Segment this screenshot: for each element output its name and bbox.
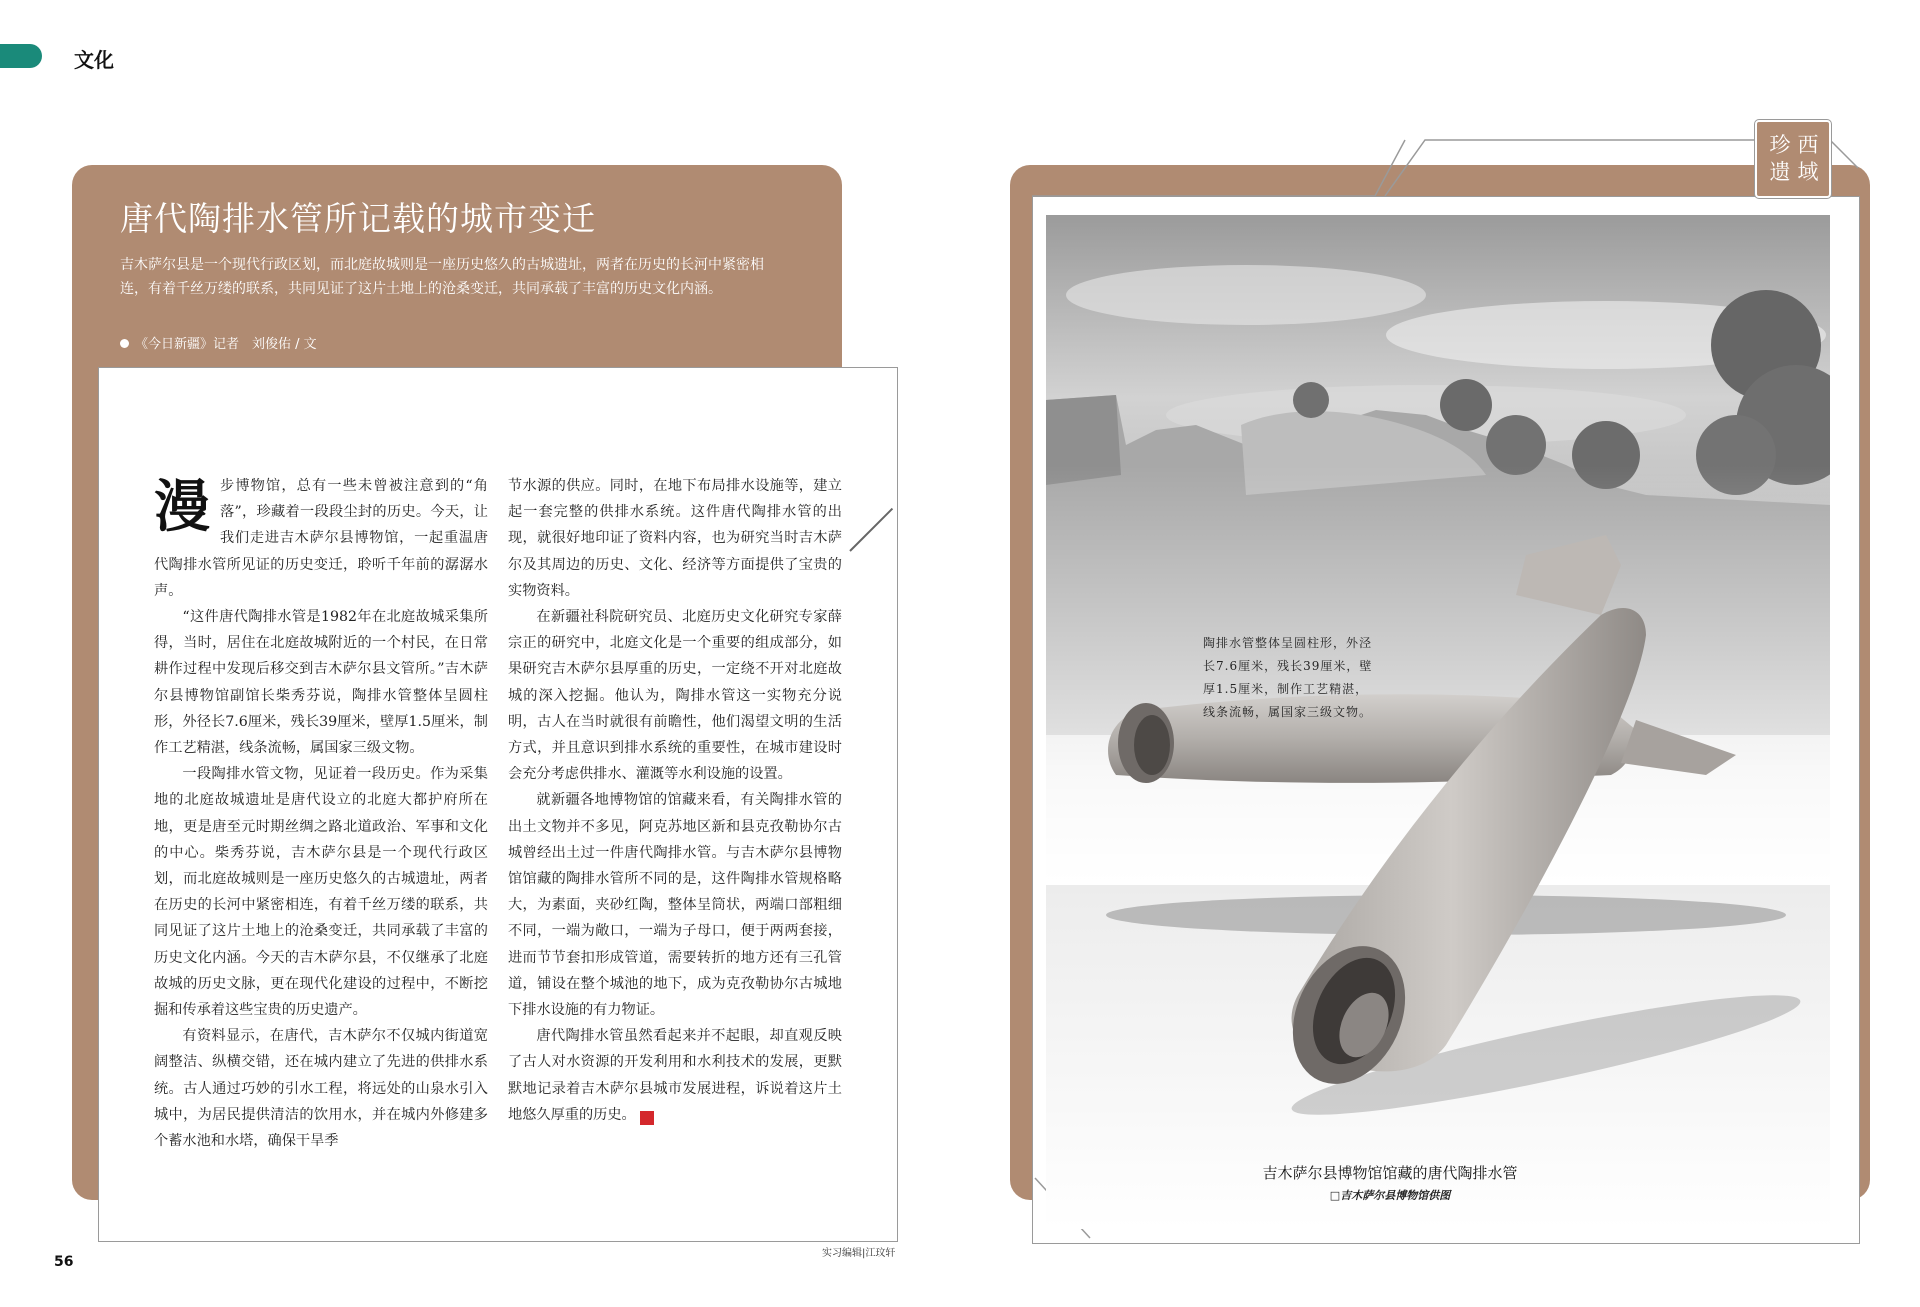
section-color-tab xyxy=(0,44,42,68)
photo-caption: 吉木萨尔县博物馆馆藏的唐代陶排水管 xyxy=(1262,1164,1518,1182)
photo-annotation: 陶排水管整体呈圆柱形，外泾长7.6厘米，残长39厘米，壁厚1.5厘米，制作工艺精湛，线条流畅，属国家三级文物。 xyxy=(1203,636,1373,719)
photo-credit: □吉木萨尔县博物馆供图 xyxy=(1329,1189,1451,1202)
article-title: 唐代陶排水管所记载的城市变迁 xyxy=(120,199,596,238)
section-label: 文化 xyxy=(74,48,114,72)
editor-credit: 实习编辑|江玟轩 xyxy=(822,1248,896,1259)
article-column-1 xyxy=(154,473,488,1154)
article-intro: 吉木萨尔县是一个现代行政区划，而北庭故城则是一座历史悠久的古城遗址，两者在历史的长河中紧密相连，有着千丝万缕的联系，共同见证了这片土地上的沧桑变迁，共同承载了丰富的历史文化内涵。 xyxy=(120,257,764,297)
photo-illustration xyxy=(1046,215,1830,1229)
article-column-2 xyxy=(508,473,842,1128)
drop-cap: 漫 xyxy=(154,474,210,540)
paragraph: 有资料显示，在唐代，吉木萨尔不仅城内街道宽阔整洁、纵横交错，还在城内建立了先进的供排水系统。古人通过巧妙的引水工程，将远处的山泉水引入城中，为居民提供清洁的饮用水，并在城内外修建多个蓄水池和水塔，确保干旱季 xyxy=(154,1028,488,1150)
drainage-pipe-photo xyxy=(1046,215,1830,1229)
paragraph xyxy=(154,473,488,604)
paragraph xyxy=(508,1023,842,1128)
paragraph-text: 步博物馆，总有一些未曾被注意到的“角落”，珍藏着一段段尘封的历史。今天，让我们走进吉木萨尔县博物馆，一起重温唐代陶排水管所见证的历史变迁，聆听千年前的潺潺水声。 xyxy=(154,478,488,599)
end-mark-icon: J xyxy=(640,1111,654,1125)
paragraph: 节水源的供应。同时，在地下布局排水设施等，建立起一套完整的供排水系统。这件唐代陶排水管的出现，就很好地印证了资料内容，也为研究当时吉木萨尔及其周边的历史、文化、经济等方面提供了宝贵的实物资料。 xyxy=(508,478,842,599)
article-byline xyxy=(120,333,317,352)
paragraph: “这件唐代陶排水管是1982年在北庭故城采集所得，当时，居住在北庭故城附近的一个村民，在日常耕作过程中发现后移交到吉木萨尔县文管所。”吉木萨尔县博物馆副馆长柴秀芬说，陶排水管整体呈圆柱形，外径长7.6厘米，残长39厘米，壁厚1.5厘米，制作工艺精湛，线条流畅，属国家三级文物。 xyxy=(154,609,488,757)
page-number: 56 xyxy=(54,1254,74,1270)
bullet-icon xyxy=(120,339,129,348)
paragraph: 一段陶排水管文物，见证着一段历史。作为采集地的北庭故城遗址是唐代设立的北庭大都护府所在地，更是唐至元时期丝绸之路北道政治、军事和文化的中心。柴秀芬说，吉木萨尔县是一个现代行政区划，而北庭故城则是一座历史悠久的古城遗址，两者在历史的长河中紧密相连，有着千丝万缕的联系，共同见证了这片土地上的沧桑变迁，共同承载了丰富的历史文化内涵。今天的吉木萨尔县，不仅继承了北庭故城的历史文脉，更在现代化建设的过程中，不断挖掘和传承着这些宝贵的历史遗产。 xyxy=(154,766,488,1019)
stamp-text-left: 珍遗 xyxy=(1769,133,1791,184)
paragraph-text: 唐代陶排水管虽然看起来并不起眼，却直观反映了古人对水资源的开发利用和水利技术的发展，更默默地记录着吉木萨尔县城市发展进程，诉说着这片土地悠久厚重的历史。 xyxy=(508,1028,842,1123)
paragraph: 在新疆社科院研究员、北庭历史文化研究专家薛宗正的研究中，北庭文化是一个重要的组成部分，如果研究吉木萨尔县厚重的历史，一定绕不开对北庭故城的深入挖掘。他认为，陶排水管这一实物充分说明，古人在当时就很有前瞻性，他们渴望文明的生活方式，并且意识到排水系统的重要性，在城市建设时会充分考虑供排水、灌溉等水利设施的设置。 xyxy=(508,609,842,783)
byline-text: 《今日新疆》记者 刘俊佑 / 文 xyxy=(135,337,317,352)
stamp-text-right: 西域 xyxy=(1797,133,1819,184)
column-stamp-badge xyxy=(1755,120,1831,198)
paragraph: 就新疆各地博物馆的馆藏来看，有关陶排水管的出土文物并不多见，阿克苏地区新和县克孜勒协尔古城曾经出土过一件唐代陶排水管。与吉木萨尔县博物馆馆藏的陶排水管所不同的是，这件陶排水管规格略大，为素面，夹砂红陶，整体呈筒状，两端口部粗细不同，一端为敞口，一端为子母口，便于两两套接，进而节节套扣形成管道，需要转折的地方还有三孔管道，铺设在整个城池的地下，成为克孜勒协尔古城地下排水设施的有力物证。 xyxy=(508,792,842,1019)
